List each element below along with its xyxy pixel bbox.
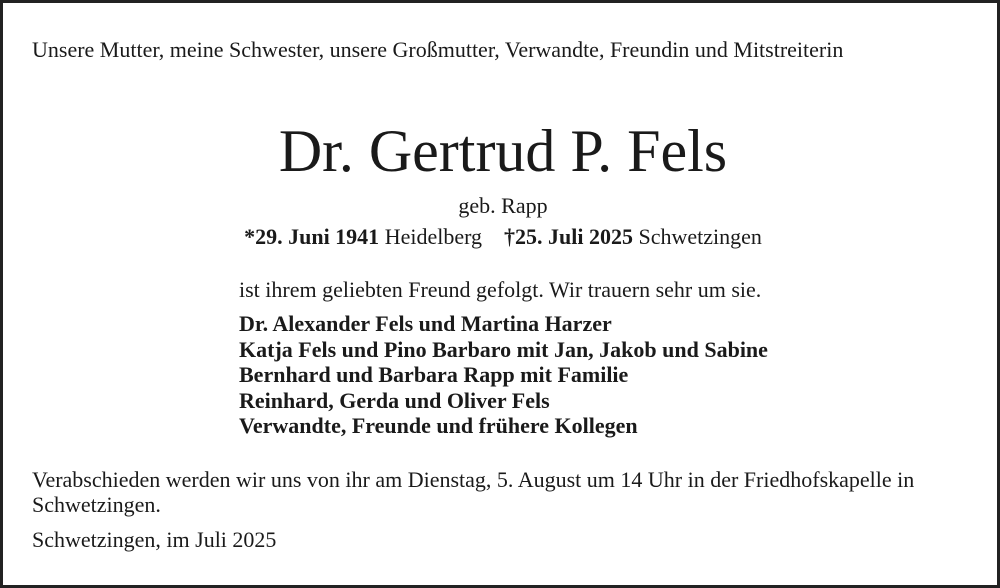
mourners-list xyxy=(239,311,939,439)
life-dates xyxy=(3,222,1000,252)
mourner-item: Reinhard, Gerda und Oliver Fels xyxy=(239,387,550,413)
mourner-item: Dr. Alexander Fels und Martina Harzer xyxy=(239,311,612,336)
mourner-item: Katja Fels und Pino Barbaro mit Jan, Jakob und Sabine xyxy=(239,336,768,362)
mourner-item: Verwandte, Freunde und frühere Kollegen xyxy=(239,413,638,439)
service-info: Verabschieden werden wir uns von ihr am Dienstag, 5. August um 14 Uhr in der Friedhofskapelle in Schwetzingen. xyxy=(32,467,915,517)
death-place: Schwetzingen xyxy=(638,224,762,249)
statement-text: ist ihrem geliebten Freund gefolgt. Wir trauern sehr um sie. xyxy=(239,277,762,302)
maiden-name: geb. Rapp xyxy=(458,193,548,218)
deceased-name: Dr. Gertrud P. Fels xyxy=(278,118,728,184)
mourner-item: Bernhard und Barbara Rapp mit Familie xyxy=(239,362,629,388)
place-date: Schwetzingen, im Juli 2025 xyxy=(32,527,277,552)
death-date: †25. Juli 2025 xyxy=(504,224,633,249)
intro-text: Unsere Mutter, meine Schwester, unsere Großmutter, Verwandte, Freundin und Mitstreiterin xyxy=(32,37,844,62)
birth-date: *29. Juni 1941 xyxy=(244,224,380,249)
birth-place: Heidelberg xyxy=(384,224,483,249)
